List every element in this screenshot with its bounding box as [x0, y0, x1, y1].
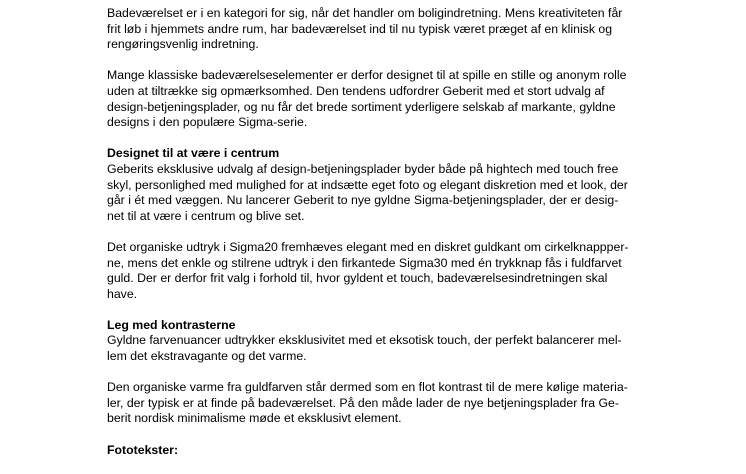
text-line: ne, mens det enkle og stilrene udtryk i den firkantede Sigma30 med én trykknap fås i fuldfarvet [107, 255, 622, 270]
paragraph-contrasts [107, 318, 667, 365]
paragraph-classic-elements [107, 68, 667, 130]
paragraph-intro [107, 6, 667, 53]
text-line: frit løb i hjemmets andre rum, har badeværelset ind til nu typisk været præget af en klinisk og [107, 21, 613, 36]
text-line: guld. Der er derfor frit valg i forhold til, hvor gyldent et touch, badeværelsesindretningen skal [107, 271, 608, 286]
text-line: skyl, personlighed med mulighed for at indsætte eget foto og elegant diskretion med et look, der [107, 177, 628, 192]
text-line: Badeværelset er i en kategori for sig, når det handler om boligindretning. Mens kreativiteten får [107, 6, 623, 20]
paragraph-organic-warmth [107, 380, 667, 427]
text-line: design-betjeningsplader, og nu får det brede sortiment yderligere selskab af markante, gyldne [107, 99, 616, 114]
text-line: går i ét med væggen. Nu lancerer Geberit to nye gyldne Sigma-betjeningsplader, der er desig- [107, 193, 619, 208]
text-line: uden at tiltrække sig opmærksomhed. Den tendens udfordrer Geberit med et stort udvalg af [107, 83, 605, 98]
text-line: Den organiske varme fra guldfarven står dermed som en flot kontrast til de mere kølige materia- [107, 380, 628, 395]
text-line: Mange klassiske badeværelseselementer er derfor designet til at spille en stille og anonym rolle [107, 68, 627, 83]
text-line: Det organiske udtryk i Sigma20 fremhæves elegant med en diskret guldkant om cirkelknappper- [107, 239, 629, 254]
text-line: rengøringsvenlig indretning. [107, 37, 259, 52]
text-line: berit nordisk minimalisme møde et eksklusivt element. [107, 411, 402, 426]
paragraph-photo-captions [107, 443, 667, 459]
text-line: net til at være i centrum og blive set. [107, 208, 305, 223]
section-heading: Leg med kontrasterne [107, 317, 236, 332]
document-body [107, 6, 667, 474]
text-line: have. [107, 286, 138, 301]
text-line: designs i den populære Sigma-serie. [107, 115, 308, 130]
paragraph-organic-expression [107, 240, 667, 302]
text-line: lem det ekstravagante og det varme. [107, 349, 307, 364]
text-line: Gyldne farvenuancer udtrykker eksklusivitet med et eksotisk touch, der perfekt balancerer mel- [107, 333, 622, 348]
section-heading: Fototekster: [107, 442, 179, 457]
paragraph-designed-center [107, 146, 667, 224]
text-line: Geberits eksklusive udvalg af design-betjeningsplader byder både på hightech med touch free [107, 161, 619, 176]
section-heading: Designet til at være i centrum [107, 146, 280, 161]
text-line: ler, der typisk er at finde på badeværelset. På den måde lader de nye betjeningsplader fra Ge- [107, 395, 619, 410]
